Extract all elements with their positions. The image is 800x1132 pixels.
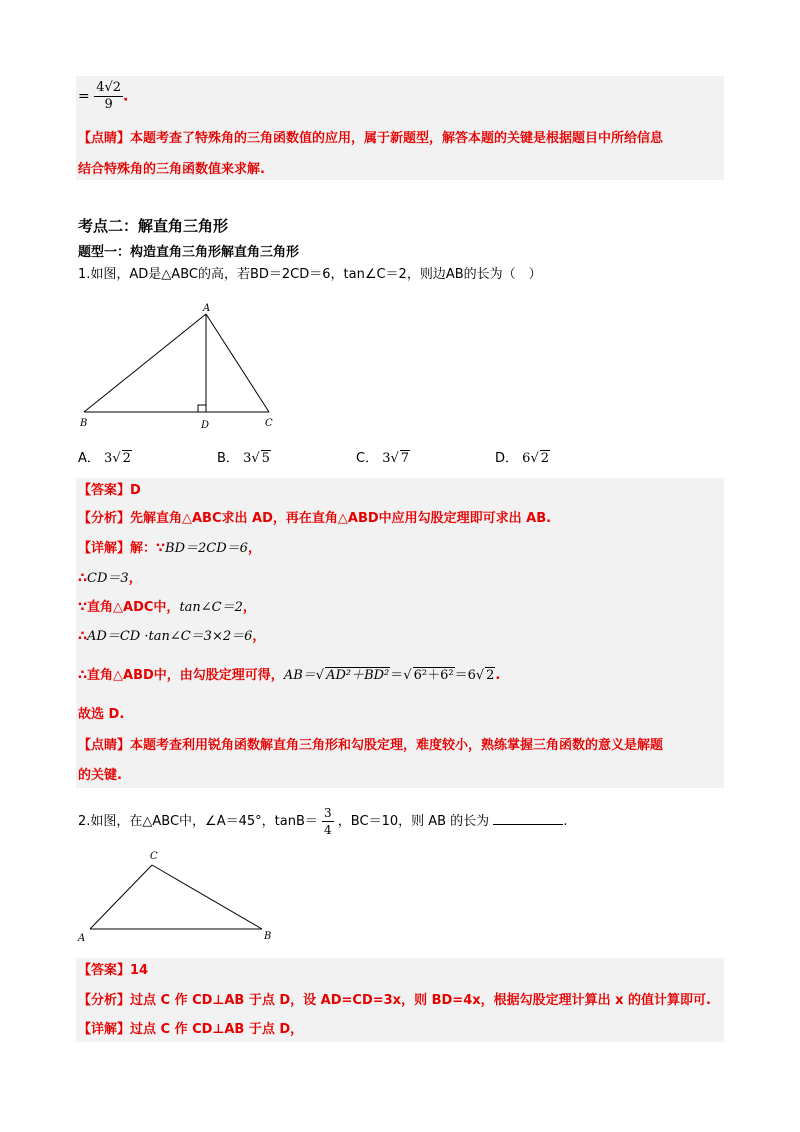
result-fraction <box>94 80 123 113</box>
q2-label-a: A <box>78 933 86 944</box>
q1-label-b: B <box>80 418 88 429</box>
q1-option-d[interactable]: D． 6√ 2 <box>495 451 550 466</box>
q1-option-b[interactable]: B． 3√ 5 <box>217 451 270 466</box>
q1-conclusion: 故选 D. <box>78 707 125 722</box>
section-subtitle: 题型一：构造直角三角形解直角三角形 <box>78 245 300 260</box>
result-denominator: 9 <box>104 97 113 112</box>
q1-answer: 【答案】D <box>78 483 141 498</box>
q2-answer-blank[interactable] <box>493 810 563 825</box>
q1-option-a[interactable]: A． 3√ 2 <box>78 451 131 466</box>
q1-detail-line-2: ∴CD＝3， <box>78 571 142 586</box>
q2-answer: 【答案】14 <box>78 963 149 978</box>
q1-side-ab <box>84 314 206 412</box>
q1-comment-line-1: 【点睛】本题考查利用锐角函数解直角三角形和勾股定理，难度较小，熟练掌握三角函数的意义是解题 <box>78 738 664 753</box>
q1-detail-line-5: ∴直角△ABD中，由勾股定理可得，AB＝√ AD²＋BD²＝√ 6²＋6²＝6√ 2. <box>78 668 501 683</box>
q1-detail-line-1: 【详解】解：∵BD＝2CD＝6， <box>78 541 261 556</box>
q2-label-c: C <box>150 851 158 862</box>
q1-label-a: A <box>203 303 211 314</box>
comment-line-1: 【点睛】本题考查了特殊角的三角函数值的应用，属于新题型，解答本题的关键是根据题目中所给信息 <box>78 131 664 146</box>
q2-detail: 【详解】过点 C 作 CD⊥AB 于点 D， <box>78 1022 304 1037</box>
q1-stem: 1.如图，AD是△ABC的高，若BD＝2CD＝6，tan∠C＝2，则边AB的长为（ ） <box>78 267 542 282</box>
result-period: . <box>123 88 129 105</box>
q2-stem: 2.如图，在△ABC中，∠A＝45°，tanB＝ $\frac{3}{4}$ ，BC＝10，则 AB 的长为 . <box>78 806 568 837</box>
q1-option-c[interactable]: C． 3√ 7 <box>356 451 410 466</box>
q1-side-ac <box>206 314 269 412</box>
q2-label-b: B <box>264 931 272 942</box>
q2-side-ac <box>90 865 152 929</box>
q2-triangle-figure <box>76 845 286 945</box>
q2-side-bc <box>152 865 262 929</box>
q1-right-angle-mark <box>198 405 206 412</box>
q1-label-c: C <box>265 418 273 429</box>
comment-line-2: 结合特殊角的三角函数值来求解. <box>78 162 265 177</box>
q2-tan-fraction: $\frac{3}{4}$ <box>324 806 332 837</box>
q1-comment-line-2: 的关键. <box>78 768 122 783</box>
equals-sign: = <box>78 88 90 105</box>
section-title: 考点二：解直角三角形 <box>78 217 229 235</box>
result-numerator: 4√2 <box>96 80 122 95</box>
q1-triangle-figure <box>76 300 286 435</box>
q2-analysis: 【分析】过点 C 作 CD⊥AB 于点 D，设 AD=CD=3x，则 BD=4x，根据勾股定理计算出 x 的值计算即可. <box>78 993 711 1008</box>
q1-label-d: D <box>201 420 210 431</box>
q1-analysis: 【分析】先解直角△ABC求出 AD，再在直角△ABD中应用勾股定理即可求出 AB. <box>78 511 552 526</box>
q1-detail-line-3: ∵直角△ADC中，tan∠C＝2， <box>78 600 256 615</box>
result-line <box>78 80 128 113</box>
q1-detail-line-4: ∴AD＝CD ·tan∠C＝3×2＝6， <box>78 629 266 644</box>
